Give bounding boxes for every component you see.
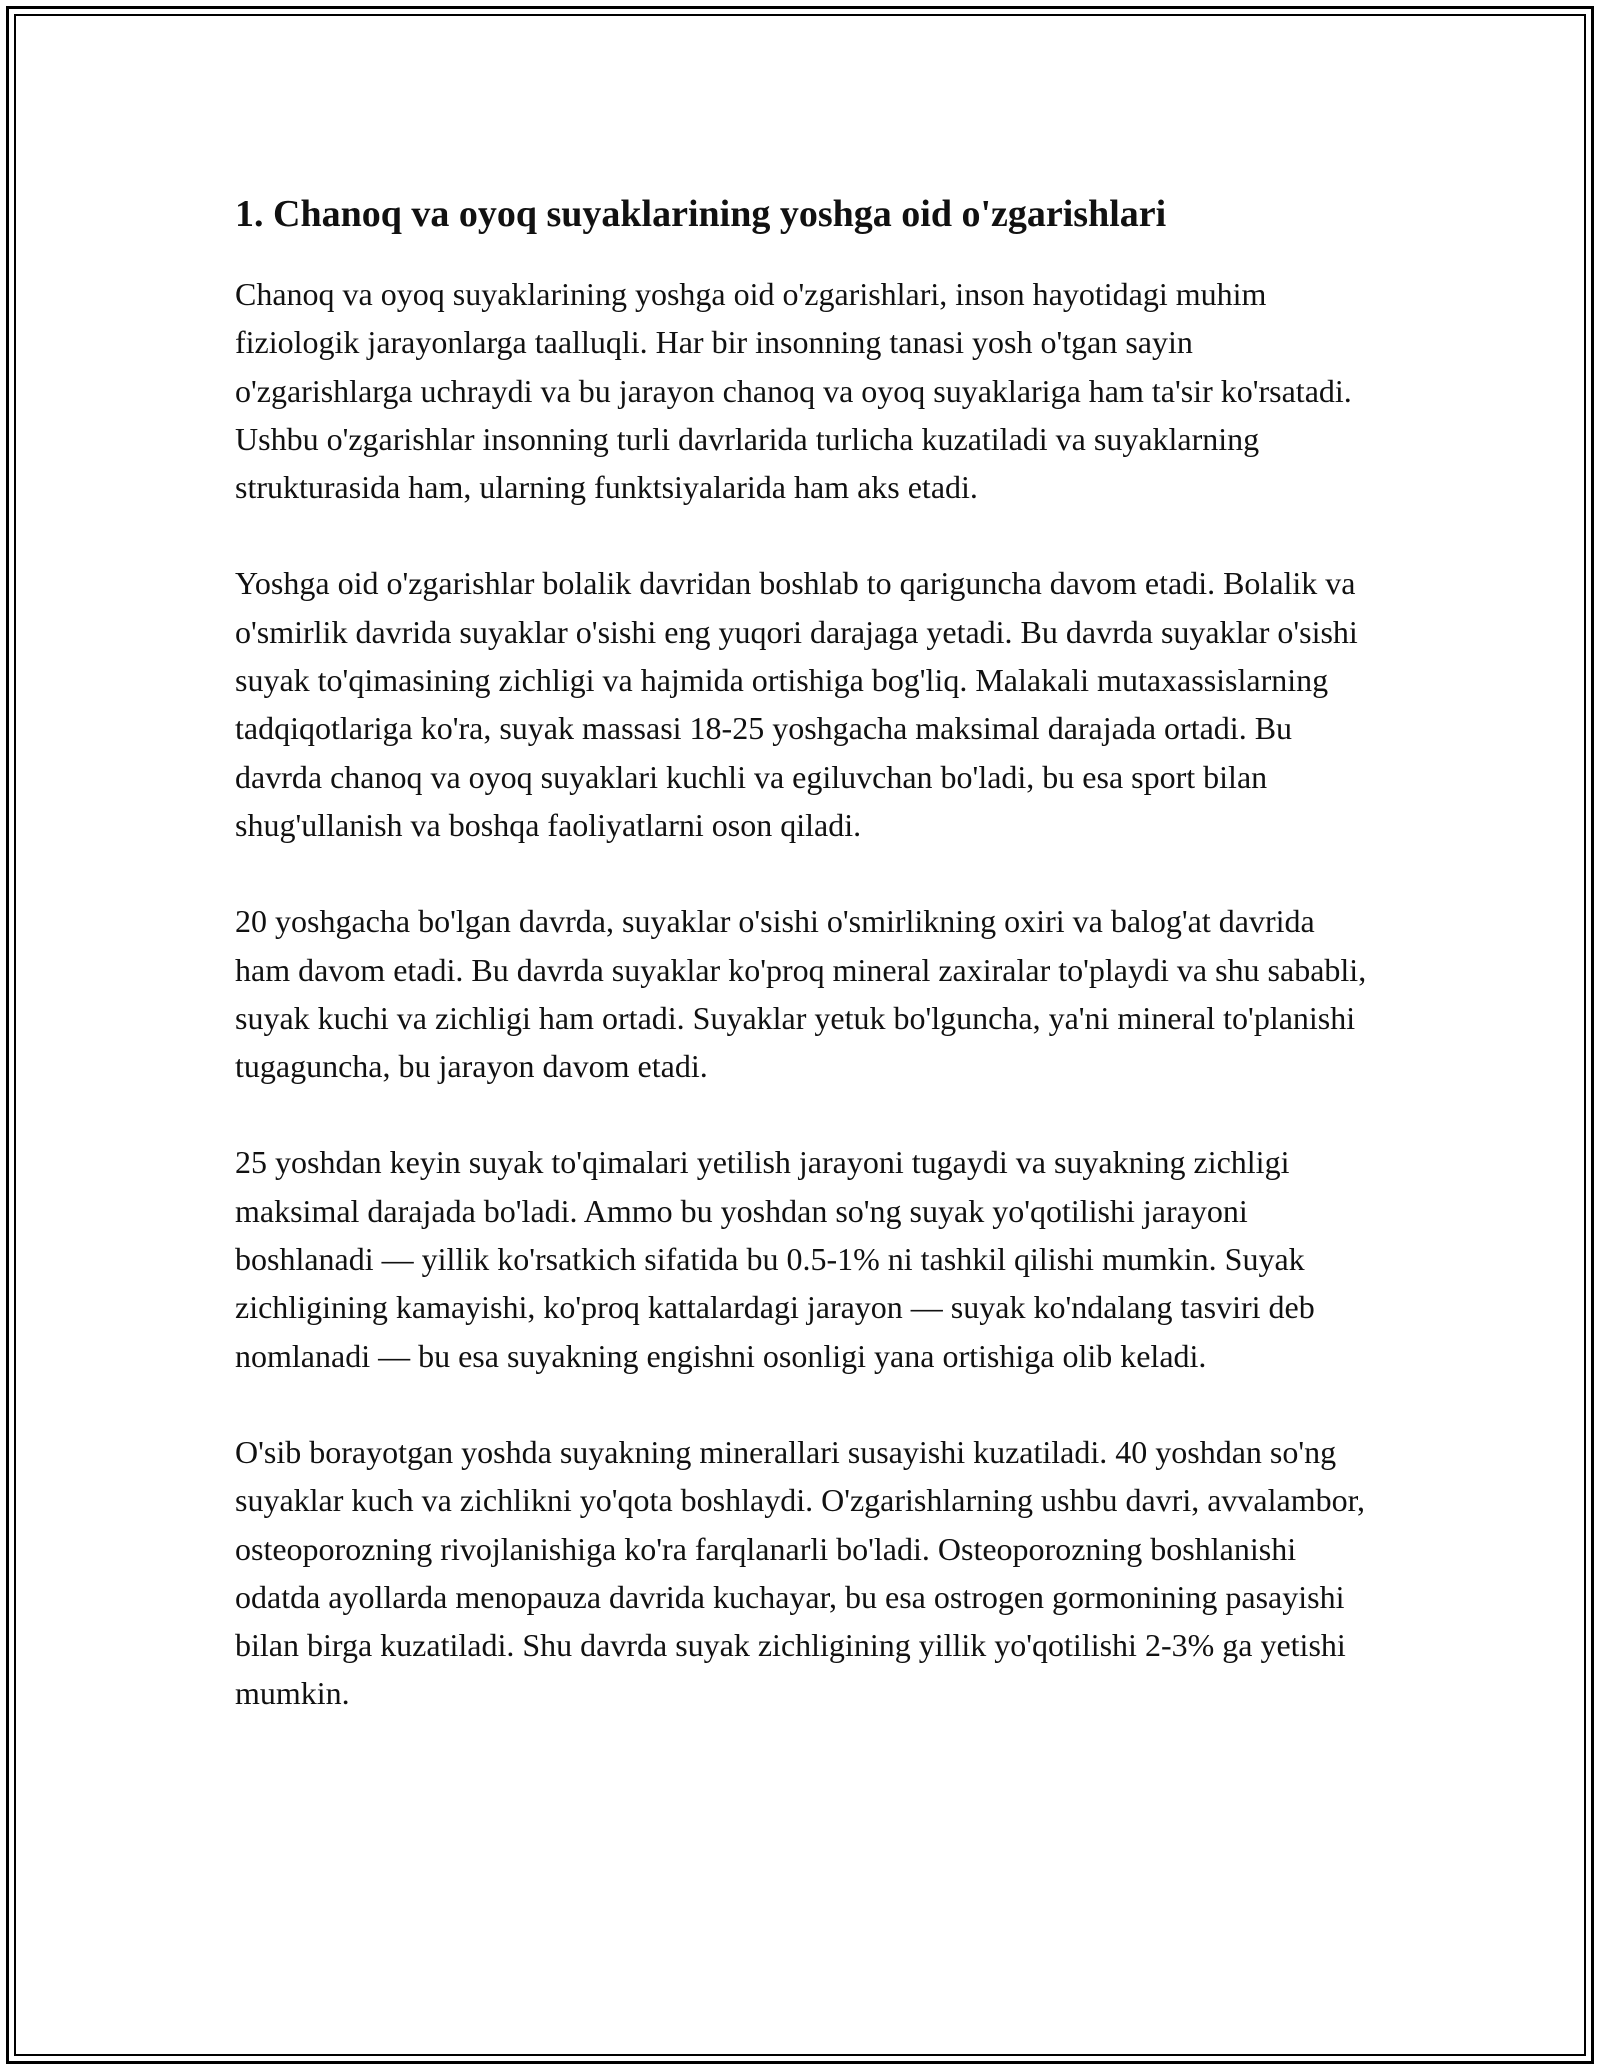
section-heading: 1. Chanoq va oyoq suyaklarining yoshga oid o'zgarishlari	[235, 193, 1167, 235]
paragraph-3: 20 yoshgacha bo'lgan davrda, suyaklar o'sishi o'smirlikning oxiri va balog'at davrida ham davom etadi. Bu davrda suyaklar ko'proq mineral zaxiralar to'playdi va shu sababli, suyak kuchi va zichligi ham ortadi. Suyaklar yetuk bo'lguncha, ya'ni mineral to'planishi tugaguncha, bu jarayon davom etadi.	[235, 903, 1367, 1085]
paragraph-4: 25 yoshdan keyin suyak to'qimalari yetilish jarayoni tugaydi va suyakning zichligi maksimal darajada bo'ladi. Ammo bu yoshdan so'ng suyak yo'qotilishi jarayoni boshlanadi — yillik ko'rsatkich sifatida bu 0.5-1% ni tashkil qilishi mumkin. Suyak zichligining kamayishi, ko'proq kattalardagi jarayon — suyak ko'ndalang tasviri deb nomlanadi — bu esa suyakning engishni osonligi yana ortishiga olib keladi.	[235, 1144, 1315, 1374]
paragraph-1: Chanoq va oyoq suyaklarining yoshga oid o'zgarishlari, inson hayotidagi muhim fiziologik jarayonlarga taalluqli. Har bir insonning tanasi yosh o'tgan sayin o'zgarishlarga uchraydi va bu jarayon chanoq va oyoq suyaklariga ham ta'sir ko'rsatadi. Ushbu o'zgarishlar insonning turli davrlarida turlicha kuzatiladi va suyaklarning strukturasida ham, ularning funktsiyalarida ham aks etadi.	[235, 276, 1352, 506]
document-body	[235, 188, 1375, 1766]
paragraph-5: O'sib borayotgan yoshda suyakning minerallari susayishi kuzatiladi. 40 yoshdan so'ng suyaklar kuch va zichlikni yo'qota boshlaydi. O'zgarishlarning ushbu davri, avvalambor, osteoporozning rivojlanishiga ko'ra farqlanarli bo'ladi. Osteoporozning boshlanishi odatda ayollarda menopauza davrida kuchayar, bu esa ostrogen gormonining pasayishi bilan birga kuzatiladi. Shu davrda suyak zichligining yillik yo'qotilishi 2-3% ga yetishi mumkin.	[235, 1433, 1365, 1712]
paragraph-2: Yoshga oid o'zgarishlar bolalik davridan boshlab to qariguncha davom etadi. Bolalik va o'smirlik davrida suyaklar o'sishi eng yuqori darajaga yetadi. Bu davrda suyaklar o'sishi suyak to'qimasining zichligi va hajmida ortishiga bog'liq. Malakali mutaxassislarning tadqiqotlariga ko'ra, suyak massasi 18-25 yoshgacha maksimal darajada ortadi. Bu davrda chanoq va oyoq suyaklari kuchli va egiluvchan bo'ladi, bu esa sport bilan shug'ullanish va boshqa faoliyatlarni oson qiladi.	[235, 565, 1358, 843]
